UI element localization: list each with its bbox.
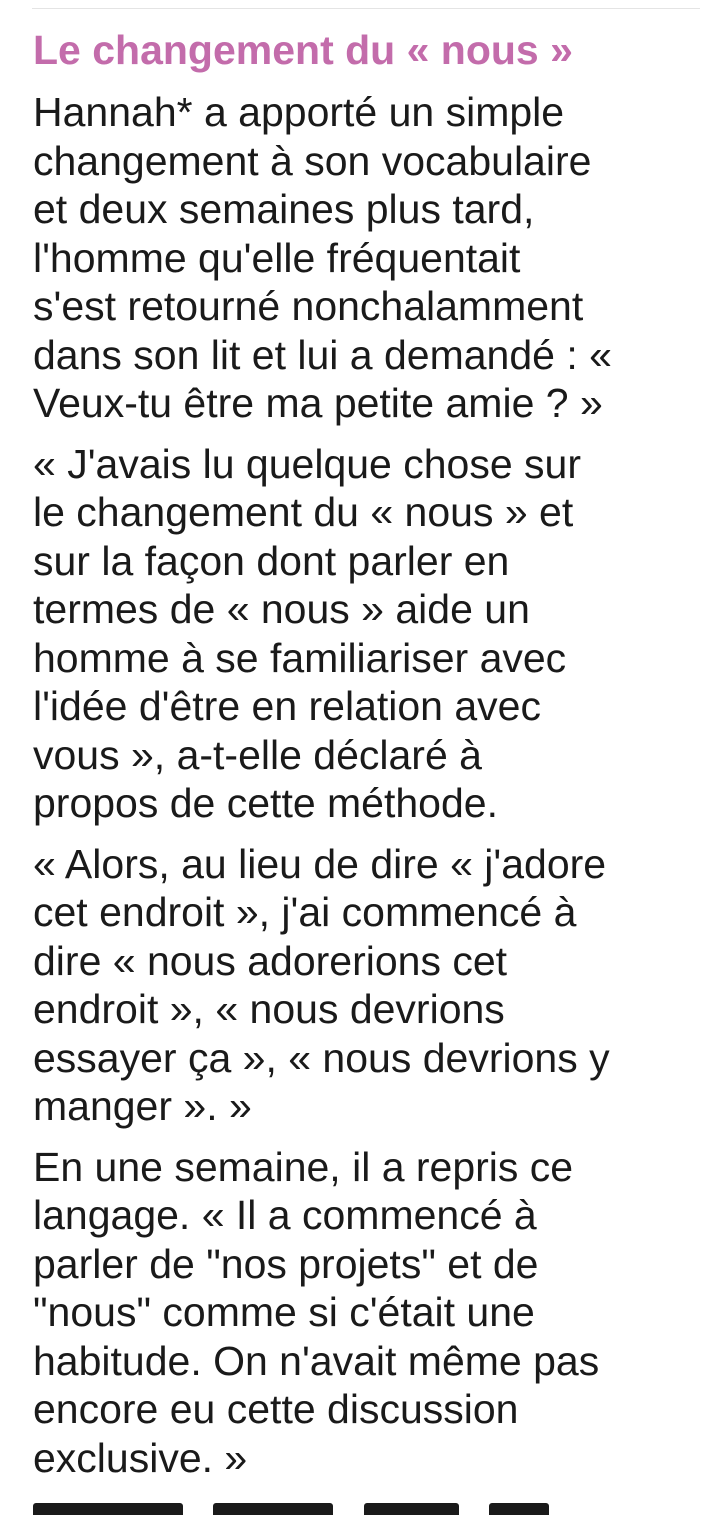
text-line: sur la façon dont parler en [33,537,510,584]
paragraph-3 [33,840,703,1131]
text-line: essayer ça », « nous devrions y [33,1034,610,1081]
paragraph-4 [33,1143,703,1483]
clipped-text-fragment [364,1503,459,1515]
text-line: changement à son vocabulaire [33,137,592,184]
text-line: langage. « Il a commencé à [33,1192,537,1238]
clipped-text-fragment [33,1503,183,1515]
next-paragraph-cut-off [33,1503,703,1515]
clipped-text-fragment [213,1503,333,1515]
section-heading: Le changement du « nous » [33,27,573,73]
text-line: et deux semaines plus tard, [33,186,535,232]
text-line: manger ». » [33,1083,252,1129]
text-line: « J'avais lu quelque chose sur [33,440,581,487]
paragraph-2 [33,440,703,828]
clipped-text-fragment [489,1503,549,1515]
text-line: encore eu cette discussion [33,1386,519,1432]
text-line: « Alors, au lieu de dire « j'adore [33,840,607,887]
text-line: "nous" comme si c'était une [33,1289,535,1335]
text-line: habitude. On n'avait même pas [33,1337,600,1384]
text-line: dire « nous adorerions cet [33,937,508,984]
text-line: termes de « nous » aide un [33,586,530,632]
text-line: parler de "nos projets" et de [33,1240,539,1287]
text-line: l'homme qu'elle fréquentait [33,234,521,281]
text-line: s'est retourné nonchalamment [33,283,584,329]
paragraph-1 [33,88,703,428]
text-line: homme à se familiariser avec [33,634,567,681]
text-line: exclusive. » [33,1434,248,1481]
text-line: Veux-tu être ma petite amie ? » [33,380,603,426]
text-line: En une semaine, il a repris ce [33,1143,574,1190]
top-divider [32,8,700,9]
text-line: propos de cette méthode. [33,780,498,826]
text-line: dans son lit et lui a demandé : « [33,331,612,378]
text-line: Hannah* a apporté un simple [33,89,565,135]
text-line: le changement du « nous » et [33,489,574,535]
text-line: vous », a-t-elle déclaré à [33,731,482,778]
article-body [33,24,703,1494]
text-line: l'idée d'être en relation avec [33,683,541,729]
text-line: cet endroit », j'ai commencé à [33,889,577,935]
text-line: endroit », « nous devrions [33,986,505,1032]
